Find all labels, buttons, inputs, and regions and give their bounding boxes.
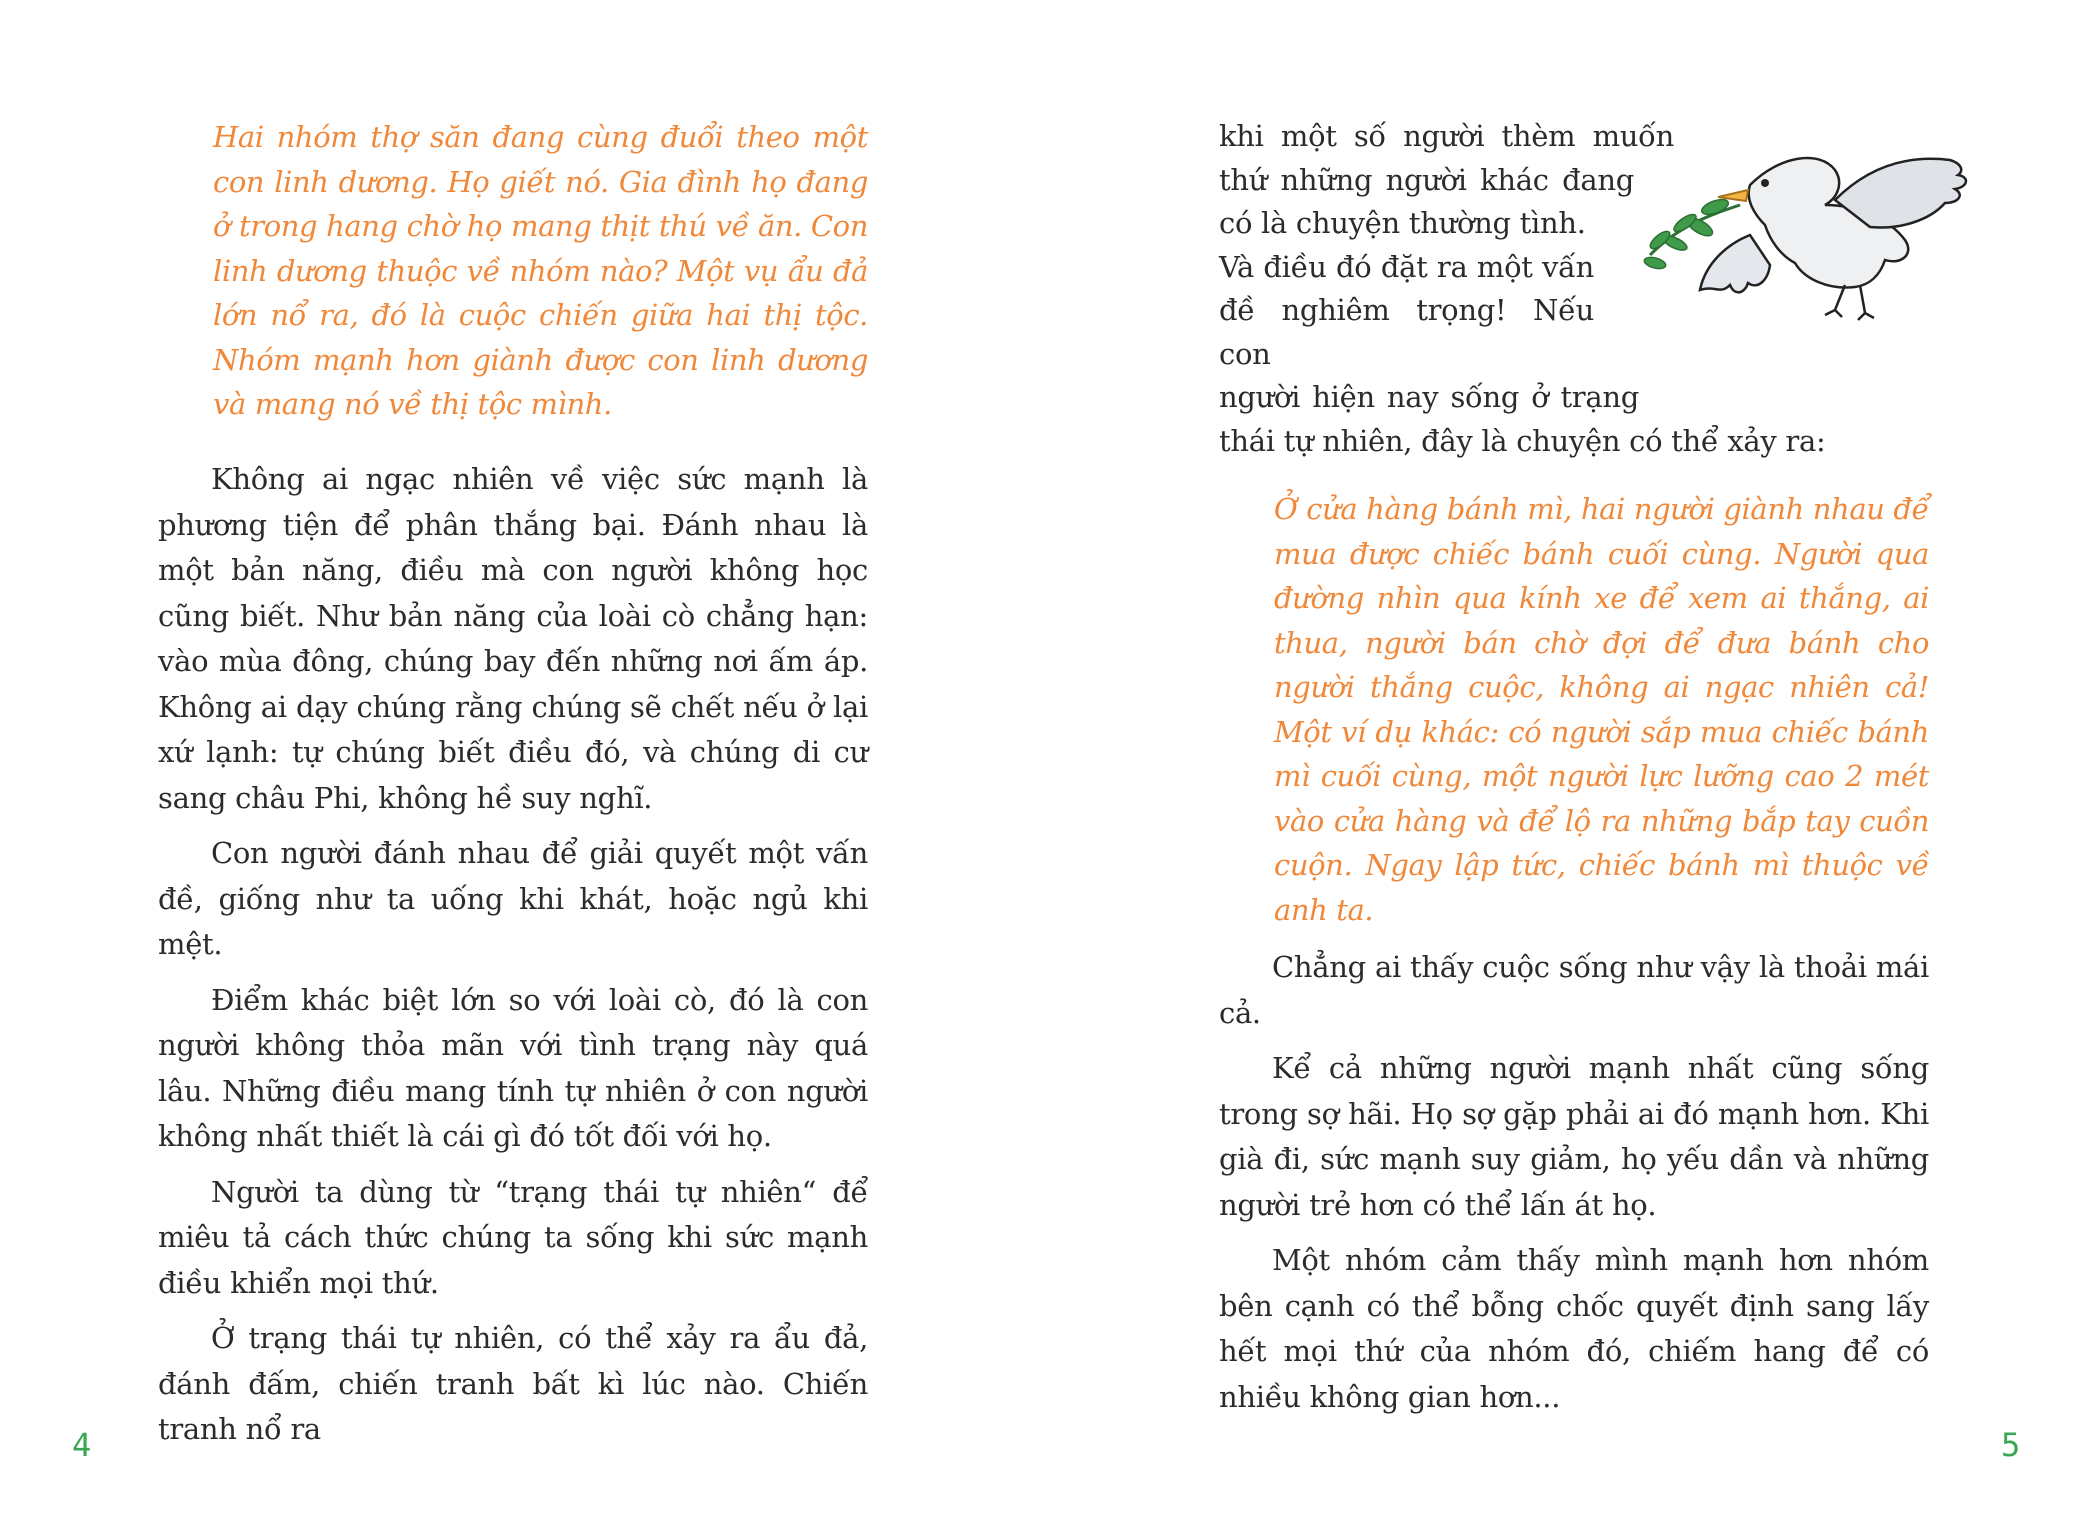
paragraph-war: Ở trạng thái tự nhiên, có thể xảy ra ẩu đả, đánh đấm, chiến tranh bất kì lúc nào. Chiến tranh nổ ra: [158, 1321, 868, 1446]
dove-lower-wing: [1700, 235, 1770, 292]
dove-eye: [1761, 179, 1769, 187]
intro-line-5: đề nghiêm trọng! Nếu con: [1219, 293, 1594, 371]
intro-line-1: khi một số người thèm muốn: [1219, 119, 1674, 153]
bakery-quote-text: Ở cửa hàng bánh mì, hai người giành nhau để mua được chiếc bánh cuối cùng. Người qua đường nhìn qua kính xe để xem ai thắng, ai thua, người bán chờ đợi để đưa bánh cho người thắng cuộc, không ai ngạc nhiên cả! Một ví dụ khác: có người sắp mua chiếc bánh mì cuối cùng, một người lực lưỡng cao 2 mét vào cửa hàng và để lộ ra những bắp tay cuồn cuộn. Ngay lập tức, chiếc bánh mì thuộc về anh ta.: [1274, 492, 1929, 927]
intro-line-2: thứ những người khác đang: [1219, 162, 1634, 197]
right-body-text: [1219, 945, 1929, 1430]
hunters-quote: [213, 115, 868, 427]
paragraph-difference: Điểm khác biệt lớn so với loài cò, đó là con người không thỏa mãn với tình trạng này quá lâu. Những điều mang tính tự nhiên ở con người không nhất thiết là cái gì đó tốt đối với họ.: [158, 982, 868, 1153]
intro-line-3: có là chuyện thường tình.: [1219, 206, 1586, 240]
paragraph-fear: Kể cả những người mạnh nhất cũng sống trong sợ hãi. Họ sợ gặp phải ai đó mạnh hơn. Khi già đi, sức mạnh suy giảm, họ yếu dần và những người trẻ hơn có thể lấn át họ.: [1219, 1051, 1929, 1222]
paragraph-state-of-nature: Người ta dùng từ “trạng thái tự nhiên“ để miêu tả cách thức chúng ta sống khi sức mạnh điều khiển mọi thứ.: [158, 1174, 868, 1300]
intro-line-7: thái tự nhiên, đây là chuyện có thể xảy ra:: [1219, 423, 1826, 458]
dove-with-olive-branch-icon: [1630, 145, 1975, 325]
left-body-text: [158, 457, 868, 1463]
bakery-quote: [1274, 487, 1929, 932]
dove-feet: [1825, 285, 1874, 320]
page-number-right: 5: [2001, 1426, 2021, 1464]
intro-line-4: Và điều đó đặt ra một vấn: [1219, 249, 1594, 284]
hunters-quote-text: Hai nhóm thợ săn đang cùng đuổi theo một con linh dương. Họ giết nó. Gia đình họ đang ở trong hang chờ họ mang thịt thú về ăn. Con linh dương thuộc về nhóm nào? Một vụ ẩu đả lớn nổ ra, đó là cuộc chiến giữa hai thị tộc. Nhóm mạnh hơn giành được con linh dương và mang nó về thị tộc mình.: [213, 120, 868, 421]
paragraph-no-comfort: Chẳng ai thấy cuộc sống như vậy là thoải mái cả.: [1219, 950, 1929, 1030]
paragraph-group-attack: Một nhóm cảm thấy mình mạnh hơn nhóm bên cạnh có thể bỗng chốc quyết định sang lấy hết mọi thứ của nhóm đó, chiếm hang để có nhiều không gian hơn...: [1219, 1243, 1929, 1414]
paragraph-fight-to-solve: Con người đánh nhau để giải quyết một vấn đề, giống như ta uống khi khát, hoặc ngủ khi mệt.: [158, 836, 868, 961]
page-number-left: 4: [72, 1426, 92, 1464]
intro-line-6: người hiện nay sống ở trạng: [1219, 380, 1639, 414]
paragraph-instinct: Không ai ngạc nhiên về việc sức mạnh là phương tiện để phân thắng bại. Đánh nhau là một bản năng, điều mà con người không học cũng biết. Như bản năng của loài cò chẳng hạn: vào mùa đông, chúng bay đến những nơi ấm áp. Không ai dạy chúng rằng chúng sẽ chết nếu ở lại xứ lạnh: tự chúng biết điều đó, và chúng di cư sang châu Phi, không hề suy nghĩ.: [158, 462, 868, 815]
